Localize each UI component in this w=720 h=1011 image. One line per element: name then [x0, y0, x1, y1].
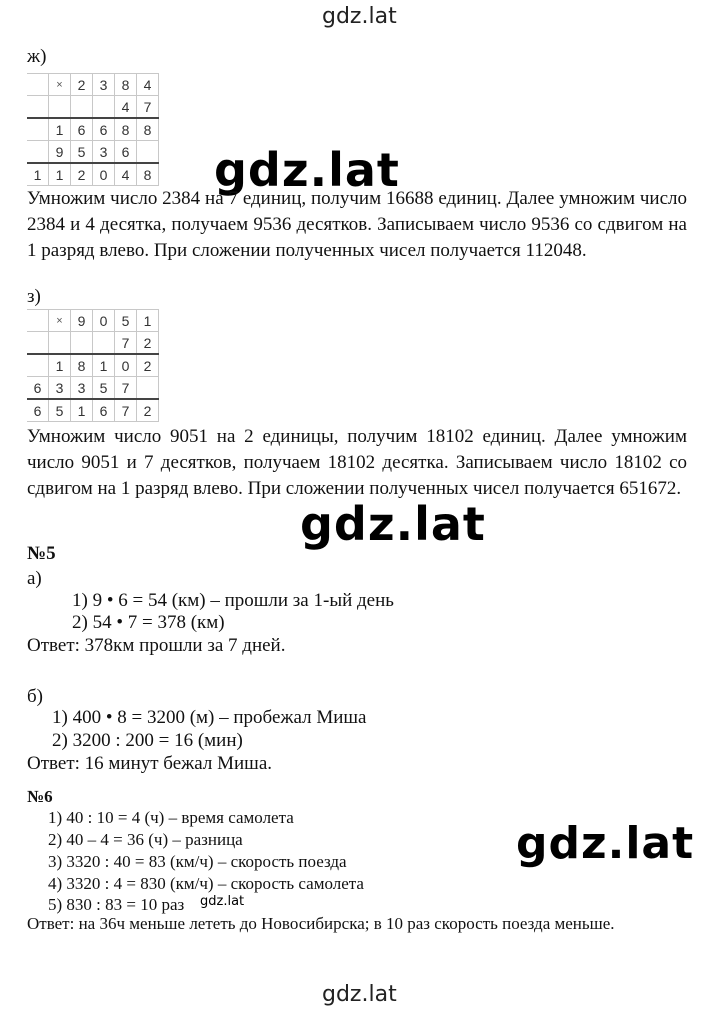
grid-cell: 6 [93, 118, 115, 141]
part-zh-explanation: Умножим число 2384 на 7 единиц, получим 16688 единиц. Далее умножим число 2384 и 4 десятка, получаем 9536 десятков. Записываем число 9536 со сдвигом на 1 разряд влево. При сложении полученных чисел получается 112048. [27, 188, 687, 261]
grid-cell: 0 [115, 354, 137, 377]
watermark: gdz.lat [214, 143, 400, 197]
grid-cell: 6 [115, 141, 137, 164]
grid-cell [71, 96, 93, 119]
part-z-multiplication-grid [27, 309, 159, 422]
watermark: gdz.lat [516, 818, 695, 869]
grid-cell: 3 [49, 377, 71, 400]
grid-cell: 2 [71, 163, 93, 186]
grid-cell: 6 [27, 399, 49, 422]
grid-cell [49, 332, 71, 355]
grid-cell: 9 [49, 141, 71, 164]
grid-cell: 8 [115, 74, 137, 96]
task5-b-step-1: 1) 400 • 8 = 3200 (м) – пробежал Миша [52, 707, 367, 728]
times-sign: × [49, 74, 71, 96]
task5-a-label: а) [27, 568, 42, 589]
grid-cell: 8 [137, 163, 159, 186]
task6-step-5: 5) 830 : 83 = 10 раз [48, 895, 185, 914]
grid-cell [137, 377, 159, 400]
grid-cell [137, 141, 159, 164]
task5-b-answer: Ответ: 16 минут бежал Миша. [27, 753, 272, 774]
part-z-explanation: Умножим число 9051 на 2 единицы, получим 18102 единиц. Далее умножим число 9051 и 7 десятков, получаем 18102 десятка. Записываем число 18102 со сдвигом на 1 разряд влево. При сложении полученных чисел получается 651672. [27, 426, 687, 499]
task6-step-4: 4) 3320 : 4 = 830 (км/ч) – скорость самолета [48, 874, 364, 893]
grid-cell: 4 [137, 74, 159, 96]
grid-cell [27, 332, 49, 355]
grid-cell: 4 [115, 96, 137, 119]
grid-cell: 6 [93, 399, 115, 422]
grid-cell: 6 [27, 377, 49, 400]
grid-cell [27, 310, 49, 332]
part-zh-multiplication-grid [27, 73, 159, 186]
grid-cell [27, 141, 49, 164]
grid-cell: 1 [71, 399, 93, 422]
grid-cell: 0 [93, 163, 115, 186]
grid-cell: 1 [27, 163, 49, 186]
grid-cell: 5 [71, 141, 93, 164]
grid-cell: 1 [137, 310, 159, 332]
task5-b-label: б) [27, 686, 43, 707]
grid-cell [71, 332, 93, 355]
task6-step-3: 3) 3320 : 40 = 83 (км/ч) – скорость поезда [48, 852, 347, 871]
grid-cell: 3 [71, 377, 93, 400]
task6-answer: Ответ: на 36ч меньше лететь до Новосибирска; в 10 раз скорость поезда меньше. [27, 914, 615, 933]
grid-cell [93, 332, 115, 355]
grid-cell: 4 [115, 163, 137, 186]
task6-step-2: 2) 40 – 4 = 36 (ч) – разница [48, 830, 243, 849]
task5-a-step-1: 1) 9 • 6 = 54 (км) – прошли за 1-ый день [72, 590, 394, 611]
task5-a-answer: Ответ: 378км прошли за 7 дней. [27, 635, 286, 656]
grid-cell [27, 118, 49, 141]
grid-cell: 2 [137, 354, 159, 377]
task6-step-1: 1) 40 : 10 = 4 (ч) – время самолета [48, 808, 294, 827]
part-zh-label: ж) [27, 46, 47, 67]
grid-cell: 5 [115, 310, 137, 332]
grid-cell: 1 [93, 354, 115, 377]
grid-cell: 2 [71, 74, 93, 96]
times-sign: × [49, 310, 71, 332]
task5-a-step-2: 2) 54 • 7 = 378 (км) [72, 612, 225, 633]
watermark: gdz.lat [300, 497, 486, 551]
grid-cell: 7 [137, 96, 159, 119]
grid-cell: 8 [115, 118, 137, 141]
site-header: gdz.lat [322, 4, 397, 29]
grid-cell [49, 96, 71, 119]
grid-cell [27, 74, 49, 96]
grid-cell: 8 [137, 118, 159, 141]
site-footer: gdz.lat [322, 982, 397, 1007]
part-z-label: з) [27, 286, 41, 307]
grid-cell: 0 [93, 310, 115, 332]
grid-cell: 8 [71, 354, 93, 377]
grid-cell [93, 96, 115, 119]
grid-cell: 6 [71, 118, 93, 141]
task5-title: №5 [27, 543, 56, 564]
grid-cell: 1 [49, 163, 71, 186]
grid-cell: 1 [49, 118, 71, 141]
grid-cell [27, 96, 49, 119]
grid-cell: 2 [137, 332, 159, 355]
grid-cell: 5 [93, 377, 115, 400]
grid-cell: 1 [49, 354, 71, 377]
grid-cell: 7 [115, 399, 137, 422]
grid-cell: 5 [49, 399, 71, 422]
grid-cell: 7 [115, 332, 137, 355]
task5-b-step-2: 2) 3200 : 200 = 16 (мин) [52, 730, 243, 751]
grid-cell: 3 [93, 141, 115, 164]
grid-cell: 2 [137, 399, 159, 422]
watermark-small: gdz.lat [200, 894, 245, 909]
grid-cell [27, 354, 49, 377]
grid-cell: 7 [115, 377, 137, 400]
task6-title: №6 [27, 787, 53, 806]
grid-cell: 3 [93, 74, 115, 96]
grid-cell: 9 [71, 310, 93, 332]
